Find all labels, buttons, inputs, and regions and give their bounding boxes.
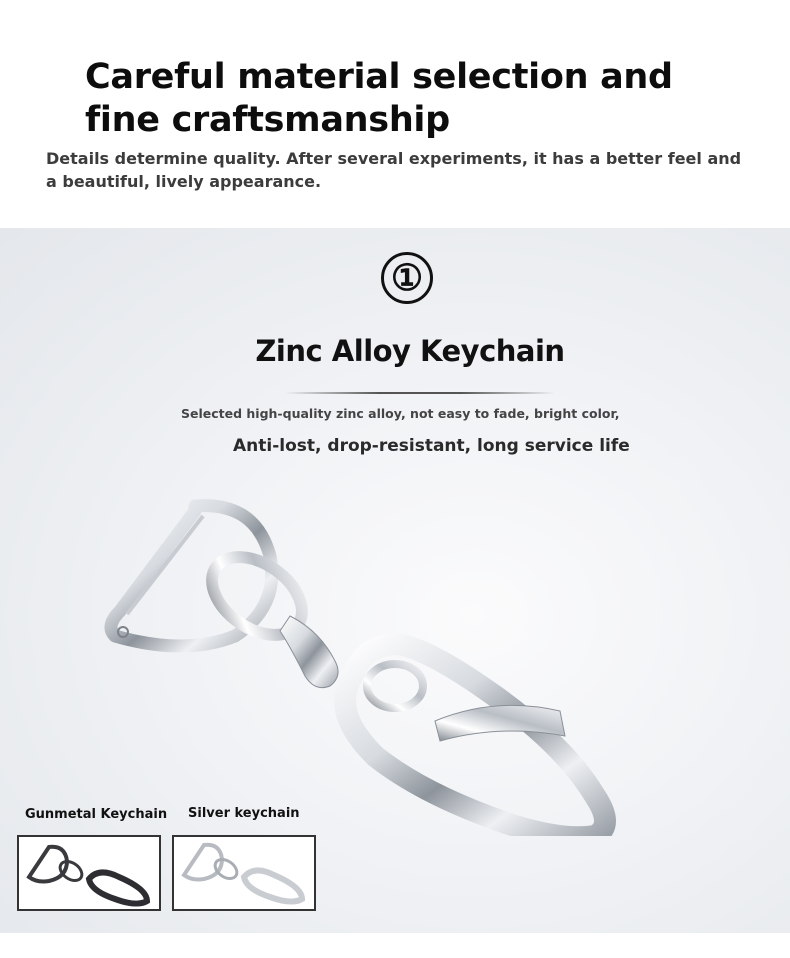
- keychain-product-image: [95, 496, 655, 836]
- variant-label-gunmetal: Gunmetal Keychain: [25, 807, 168, 822]
- product-title: Zinc Alloy Keychain: [255, 334, 565, 368]
- footer-strip: [0, 933, 790, 958]
- variant-thumb-gunmetal[interactable]: [17, 835, 161, 911]
- page-subheadline: Details determine quality. After several experiments, it has a better feel and a beautiful, lively appearance.: [46, 149, 742, 191]
- page-headline: Careful material selection and fine craftsmanship: [85, 57, 673, 140]
- feature-line-2: Anti-lost, drop-resistant, long service life: [233, 436, 630, 456]
- product-showcase: [0, 228, 790, 933]
- feature-line-1: Selected high-quality zinc alloy, not easy to fade, bright color,: [181, 406, 620, 421]
- gunmetal-keychain-icon: [19, 837, 159, 909]
- number-badge: ①: [381, 252, 433, 304]
- variant-thumb-silver[interactable]: [172, 835, 316, 911]
- silver-keychain-icon: [174, 837, 314, 909]
- header-section: [0, 0, 790, 228]
- title-divider: [285, 392, 555, 394]
- variant-label-silver: Silver keychain: [188, 806, 300, 821]
